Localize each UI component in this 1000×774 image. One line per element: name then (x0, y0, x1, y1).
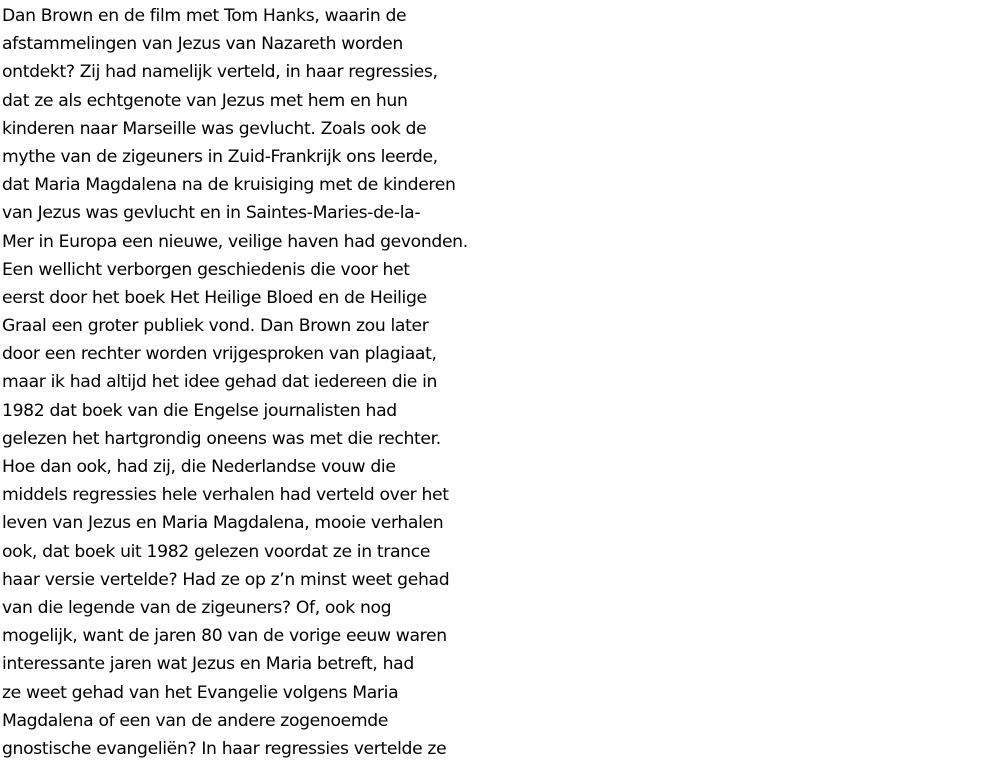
text-line: ze weet gehad van het Evangelie volgens Maria (2, 682, 399, 703)
text-line: leven van Jezus en Maria Magdalena, mooie verhalen (2, 513, 444, 534)
text-line: haar versie vertelde? Had ze op z’n minst weet gehad (2, 569, 450, 590)
text-line: dat ze als echtgenote van Jezus met hem en hun (2, 90, 408, 111)
text-line: Dan Brown en de film met Tom Hanks, waarin de (2, 6, 407, 26)
text-line: eerst door het boek Het Heilige Bloed en de Heilige (2, 287, 427, 308)
text-column (2, 2, 492, 763)
text-line: 1982 dat boek van die Engelse journalisten had (2, 400, 397, 421)
text-line: van die legende van de zigeuners? Of, ook nog (2, 597, 392, 618)
text-line: Mer in Europa een nieuwe, veilige haven had gevonden. (2, 231, 468, 252)
text-line: door een rechter worden vrijgesproken van plagiaat, (2, 344, 437, 365)
text-line: Magdalena of een van de andere zogenoemde (2, 710, 389, 731)
text-line: ook, dat boek uit 1982 gelezen voordat ze in trance (2, 541, 431, 562)
text-line: ontdekt? Zij had namelijk verteld, in haar regressies, (2, 62, 438, 83)
text-line: middels regressies hele verhalen had verteld over het (2, 485, 449, 506)
text-line: afstammelingen van Jezus van Nazareth worden (2, 34, 403, 55)
text-line: Graal een groter publiek vond. Dan Brown zou later (2, 316, 429, 337)
text-line: gnostische evangeliën? In haar regressies vertelde ze (2, 738, 447, 759)
text-line: mythe van de zigeuners in Zuid-Frankrijk ons leerde, (2, 146, 438, 167)
text-line: maar ik had altijd het idee gehad dat iedereen die in (2, 372, 438, 393)
text-line: gelezen het hartgrondig oneens was met die rechter. (2, 428, 441, 449)
text-line: van Jezus was gevlucht en in Saintes-Maries-de-la- (2, 203, 421, 224)
text-line: interessante jaren wat Jezus en Maria betreft, had (2, 654, 414, 675)
text-line: kinderen naar Marseille was gevlucht. Zoals ook de (2, 118, 427, 139)
text-line: mogelijk, want de jaren 80 van de vorige eeuw waren (2, 626, 447, 647)
text-line: Een wellicht verborgen geschiedenis die voor het (2, 259, 410, 280)
text-line: dat Maria Magdalena na de kruisiging met de kinderen (2, 175, 456, 196)
text-line: Hoe dan ook, had zij, die Nederlandse vouw die (2, 457, 396, 477)
